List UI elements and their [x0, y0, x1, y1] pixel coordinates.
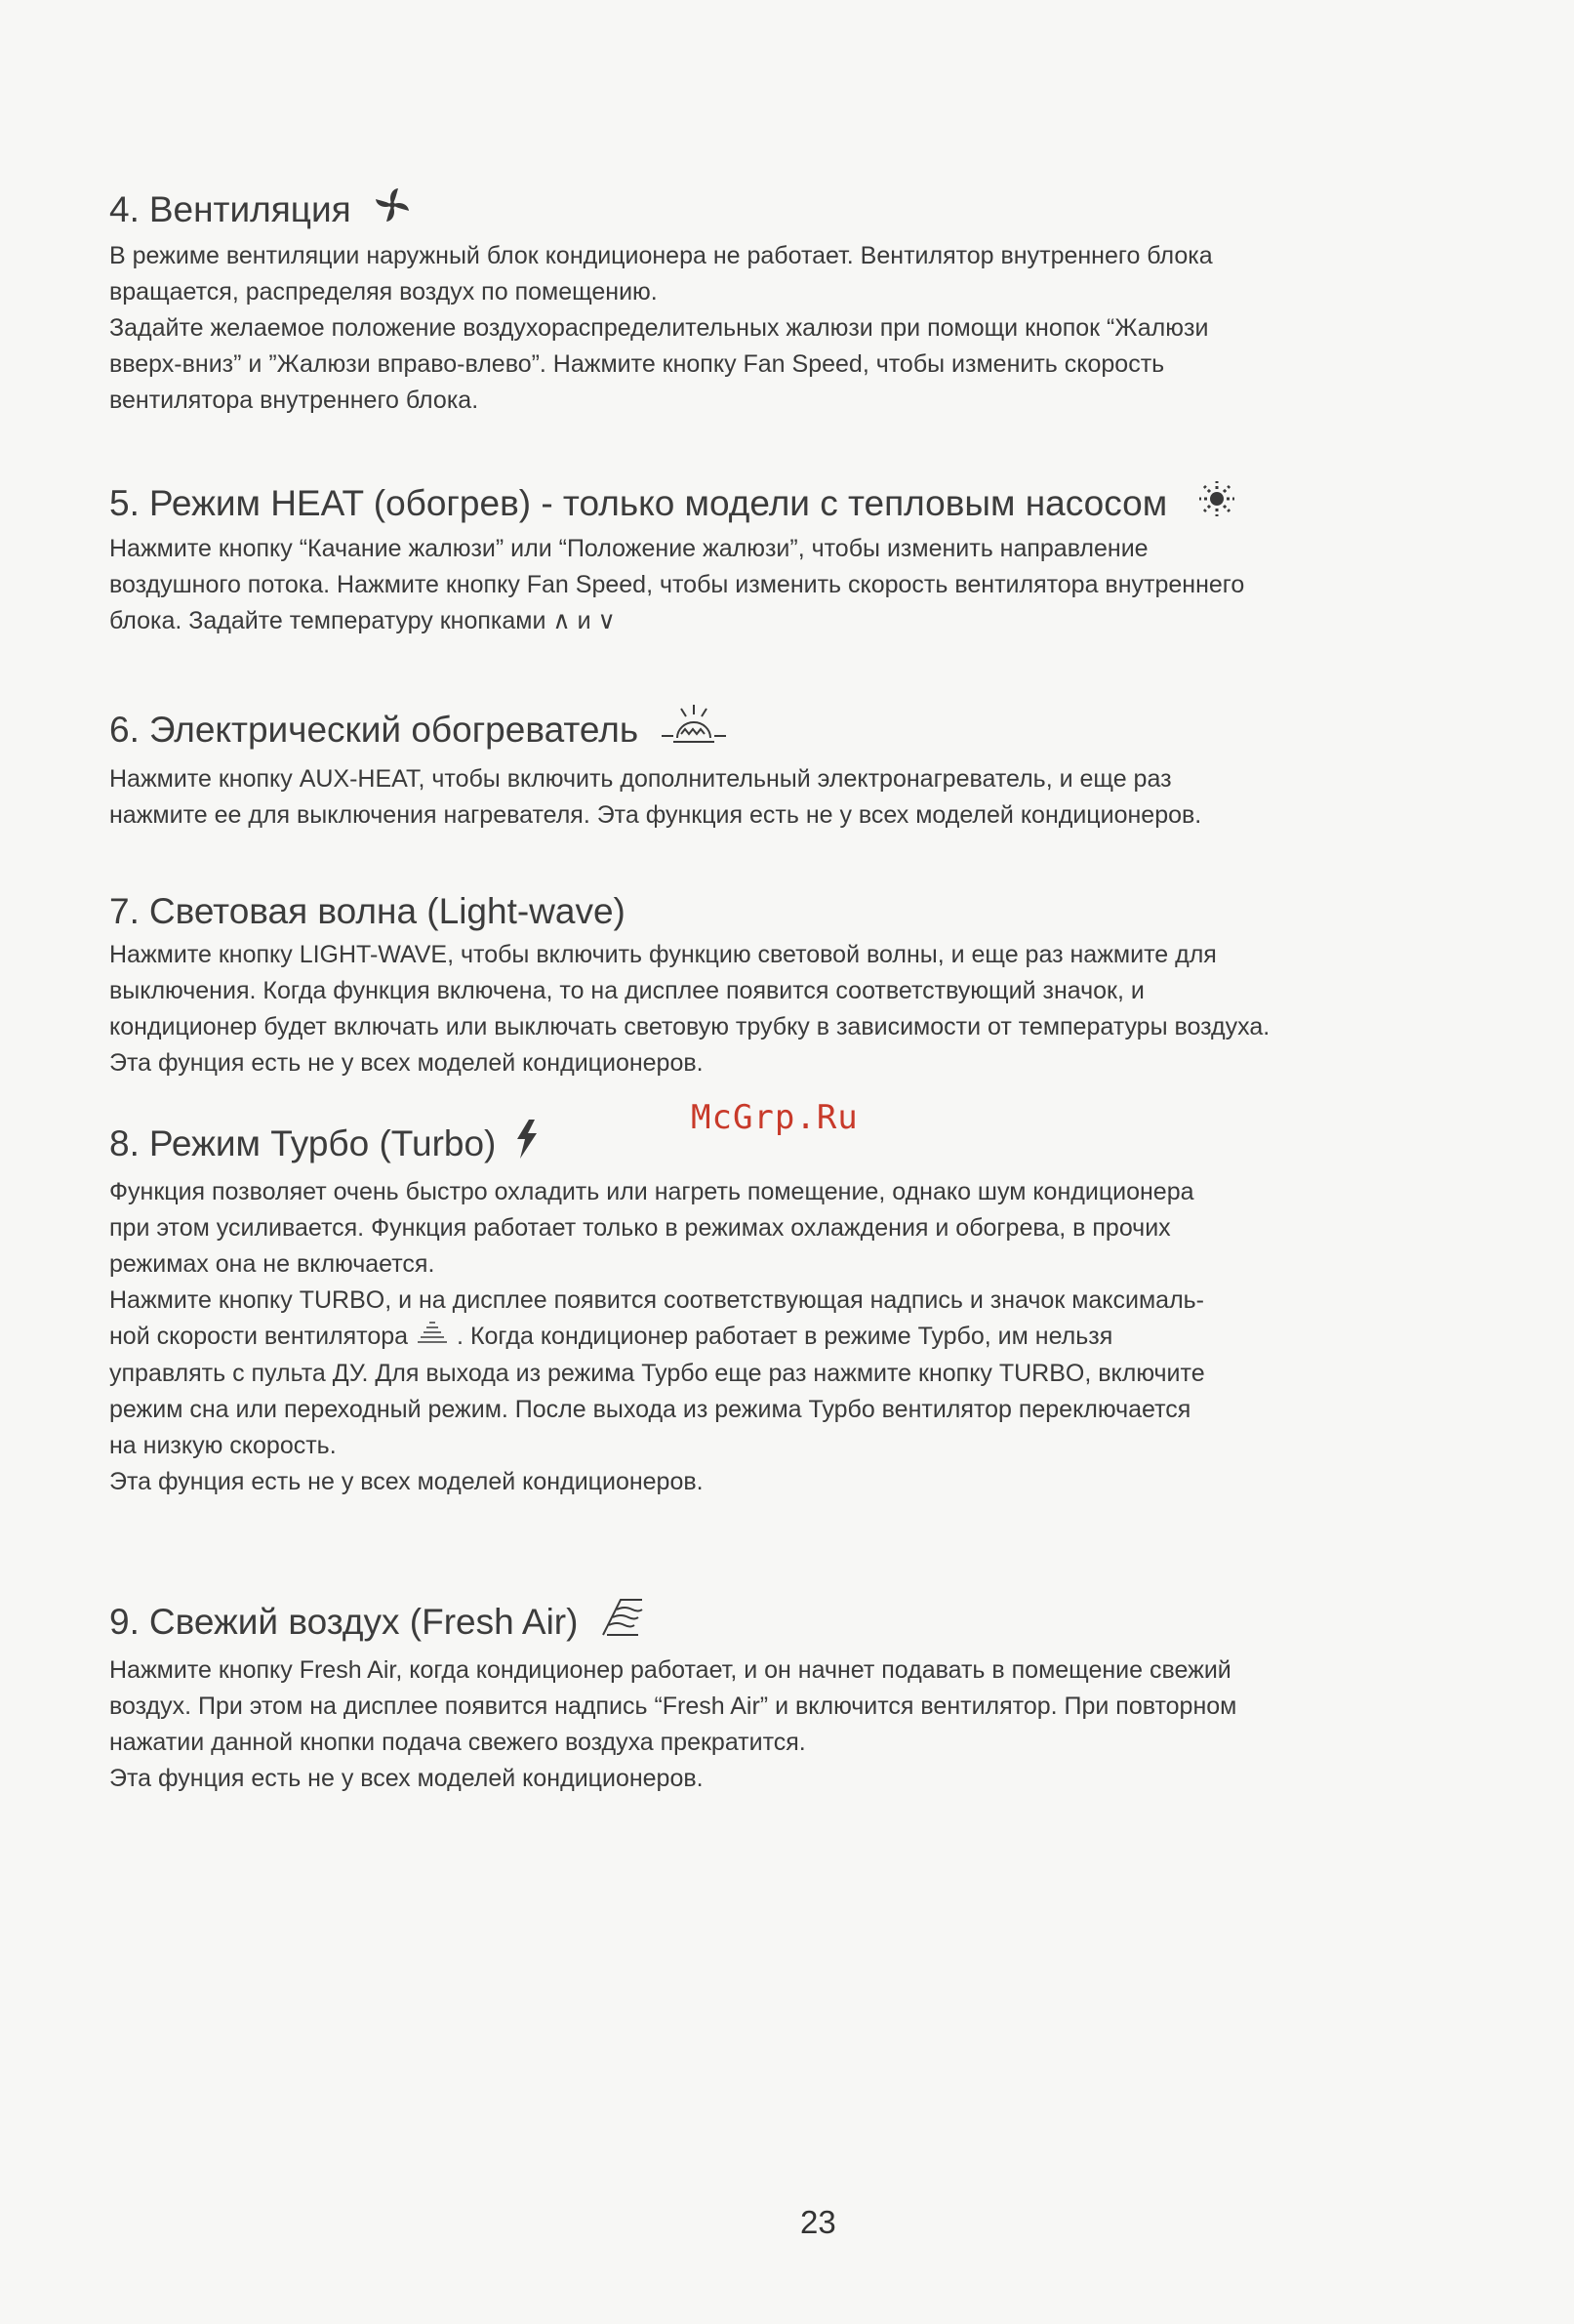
section-number: 5.: [109, 483, 140, 523]
text-line: вверх-вниз” и ”Жалюзи вправо-влево”. Нажмите кнопку Fan Speed, чтобы изменить скорость: [109, 350, 1165, 378]
section-title: Электрический обогреватель: [148, 710, 639, 750]
section-text: [109, 761, 1554, 834]
text-line: Нажмите кнопку “Качание жалюзи” или “Положение жалюзи”, чтобы изменить направление: [109, 535, 1149, 562]
text-line: Эта фунция есть не у всех моделей кондиционеров.: [109, 1049, 704, 1077]
section-number: 8.: [109, 1123, 140, 1163]
text-line: Задайте желаемое положение воздухораспределительных жалюзи при помощи кнопок “Жалюзи: [109, 314, 1209, 342]
section-title: Режим HEAT (обогрев) - только модели с тепловым насосом: [148, 483, 1168, 523]
text-line: вращается, распределяя воздух по помещению.: [109, 278, 658, 306]
fan-icon: [373, 185, 412, 234]
text-line: Эта фунция есть не у всех моделей кондиционеров.: [109, 1765, 704, 1792]
section-title: Световая волна (Light-wave): [148, 891, 626, 931]
section-heading: [109, 1596, 1554, 1649]
text-line: воздух. При этом на дисплее появится надпись “Fresh Air” и включится вентилятор. При повторном: [109, 1692, 1237, 1720]
text-line: Нажмите кнопку TURBO, и на дисплее появится соответствующая надпись и значок максималь-: [109, 1286, 1205, 1314]
section-electric-heater: [109, 703, 1554, 834]
section-light-wave: [109, 890, 1554, 1081]
fresh-air-icon: [599, 1596, 646, 1649]
text-line: Нажмите кнопку Fresh Air, когда кондиционер работает, и он начнет подавать в помещение свежий: [109, 1656, 1231, 1684]
lightning-icon: [511, 1118, 541, 1170]
section-heading: [109, 185, 1554, 234]
section-number: 4.: [109, 189, 140, 229]
sun-icon: [1198, 480, 1235, 527]
text-line: Функция позволяет очень быстро охладить или нагреть помещение, однако шум кондиционера: [109, 1178, 1194, 1205]
text-line: вентилятора внутреннего блока.: [109, 387, 479, 414]
section-heading: [109, 480, 1554, 527]
text-line: Эта фунция есть не у всех моделей кондиционеров.: [109, 1467, 704, 1495]
section-heading: [109, 703, 1554, 757]
text-line: [109, 1319, 1554, 1356]
text-fragment: ной скорости вентилятора: [109, 1323, 409, 1350]
watermark: McGrp.Ru: [691, 1098, 859, 1137]
section-number: 9.: [109, 1602, 140, 1642]
section-text: [109, 1174, 1554, 1500]
text-line: на низкую скорость.: [109, 1431, 337, 1459]
section-number: 6.: [109, 710, 140, 750]
section-text: [109, 1652, 1554, 1797]
section-text: [109, 238, 1554, 419]
text-line: нажмите ее для выключения нагревателя. Эта функция есть не у всех моделей кондиционеров.: [109, 801, 1202, 829]
text-line: нажатии данной кнопки подача свежего воздуха прекратится.: [109, 1729, 806, 1756]
text-line: выключения. Когда функция включена, то на дисплее появится соответствующий значок, и: [109, 977, 1145, 1004]
heater-icon: [660, 703, 728, 757]
section-number: 7.: [109, 891, 140, 931]
section-text: [109, 937, 1554, 1081]
text-line: блока. Задайте температуру кнопками ∧ и ∨: [109, 607, 616, 634]
section-text: [109, 531, 1554, 639]
page-number: 23: [800, 2204, 836, 2240]
text-line: В режиме вентиляции наружный блок кондиционера не работает. Вентилятор внутреннего блока: [109, 242, 1213, 269]
text-line: режимах она не включается.: [109, 1250, 435, 1278]
max-fan-speed-icon: [416, 1320, 449, 1356]
text-line: кондиционер будет включать или выключать световую трубку в зависимости от температуры воздуха.: [109, 1013, 1271, 1040]
text-line: воздушного потока. Нажмите кнопку Fan Speed, чтобы изменить скорость вентилятора внутреннего: [109, 571, 1245, 598]
text-line: Нажмите кнопку AUX-HEAT, чтобы включить дополнительный электронагреватель, и еще раз: [109, 765, 1172, 793]
section-title: Вентиляция: [148, 189, 351, 229]
text-line: при этом усиливается. Функция работает только в режимах охлаждения и обогрева, в прочих: [109, 1214, 1171, 1242]
section-turbo: [109, 1118, 1554, 1500]
section-ventilation: [109, 185, 1554, 419]
section-title: Режим Турбо (Turbo): [148, 1123, 497, 1163]
text-line: управлять с пульта ДУ. Для выхода из режима Турбо еще раз нажмите кнопку TURBO, включите: [109, 1359, 1205, 1387]
section-heading: [109, 890, 1554, 933]
section-title: Свежий воздух (Fresh Air): [148, 1602, 579, 1642]
section-heat: [109, 480, 1554, 639]
text-fragment: . Когда кондиционер работает в режиме Турбо, им нельзя: [457, 1323, 1113, 1350]
text-line: режим сна или переходный режим. После выхода из режима Турбо вентилятор переключается: [109, 1395, 1191, 1423]
section-fresh-air: [109, 1596, 1554, 1797]
text-line: Нажмите кнопку LIGHT-WAVE, чтобы включить функцию световой волны, и еще раз нажмите для: [109, 941, 1217, 968]
